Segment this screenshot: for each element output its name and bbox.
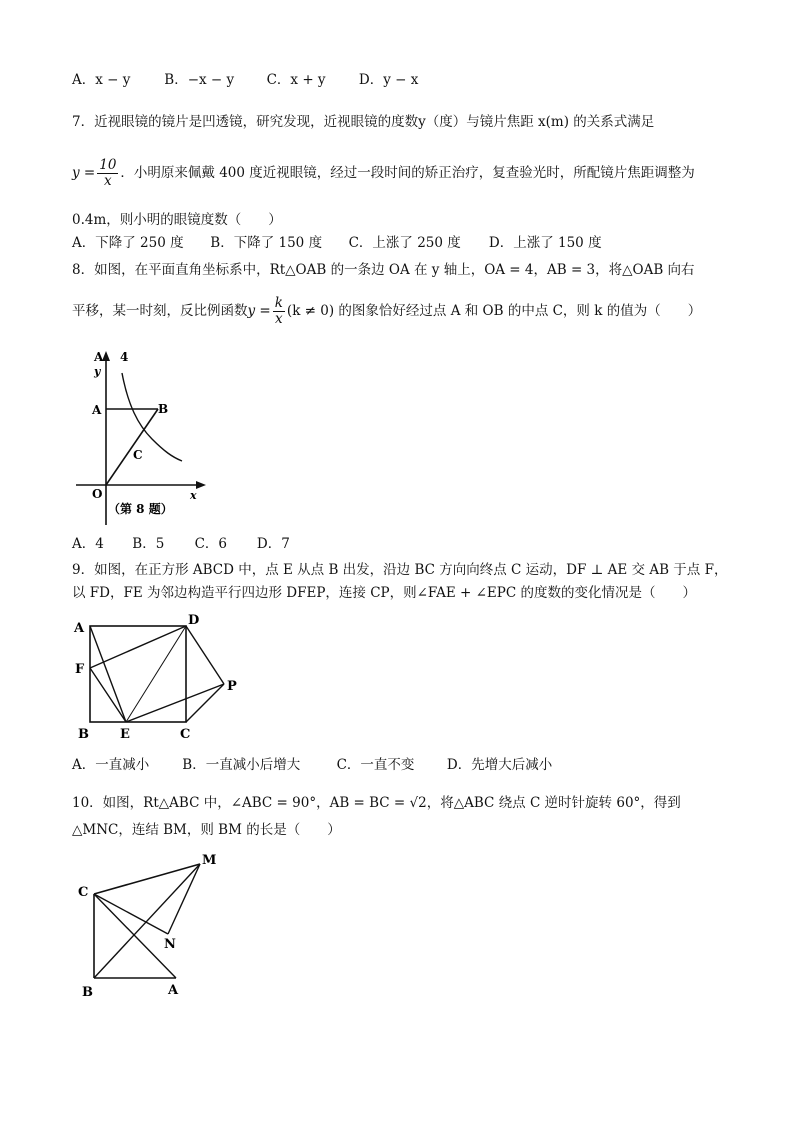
q9-stem-line1: 9．如图，在正方形 ABCD 中，点 E 从点 B 出发，沿边 BC 方向向终点 C 运动，DF ⊥ AE 交 AB 于点 F， — [72, 562, 728, 578]
q8-option-b: B．5 — [132, 536, 165, 552]
q8-stem-line1: 8．如图，在平面直角坐标系中，Rt△OAB 的一条边 OA 在 y 轴上，OA = 4，AB = 3，将△OAB 向右 — [72, 262, 695, 278]
q6-option-d: D．y − x — [358, 72, 419, 88]
q10-segment-bm — [94, 864, 200, 978]
q8-options — [72, 534, 290, 554]
q8-label-c: C — [133, 448, 143, 462]
q9-figure — [72, 610, 252, 750]
q10-label-m: M — [202, 853, 217, 868]
q10-label-c: C — [78, 885, 89, 900]
q9-label-b: B — [78, 727, 89, 742]
q9-option-c: C．一直不变 — [336, 757, 415, 773]
q8-option-d: D．7 — [256, 536, 290, 552]
q9-option-d: D．先增大后减小 — [446, 757, 553, 773]
q8-stem-line2-post: (k ≠ 0) 的图象恰好经过点 A 和 OB 的中点 C，则 k 的值为（ ） — [286, 303, 702, 319]
q9-label-a: A — [74, 621, 85, 636]
q7-option-a: A．下降了 250 度 — [72, 235, 184, 251]
q9-label-c: C — [180, 727, 191, 742]
q9-option-a: A．一直减小 — [72, 757, 150, 773]
q6-option-b: B．−x − y — [164, 72, 235, 88]
q7-option-b: B．下降了 150 度 — [210, 235, 323, 251]
q9-segment-fe — [90, 668, 126, 722]
q7-option-c: C．上涨了 250 度 — [348, 235, 461, 251]
q9-label-f: F — [75, 662, 85, 677]
q10-figure — [72, 848, 242, 1003]
q9-segment-cp — [186, 684, 224, 722]
q8-formula-lhs: y = — [247, 303, 271, 319]
q9-option-b: B．一直减小后增大 — [182, 757, 301, 773]
q8-caption: （第 8 题） — [108, 502, 173, 516]
q10-segment-cn — [94, 894, 168, 934]
q6-options — [72, 70, 418, 90]
q8-x-axis-arrow — [196, 481, 206, 489]
q10-label-a: A — [168, 983, 179, 998]
q9-square-abcd — [90, 626, 186, 722]
q7-formula-lhs: y = — [72, 165, 96, 181]
q7-stem-line2 — [72, 158, 695, 189]
q9-options — [72, 755, 552, 775]
q10-stem-line2: △MNC，连结 BM，则 BM 的长是（ ） — [72, 822, 341, 838]
q8-label-four: 4 — [120, 350, 129, 364]
q8-stem-line2 — [72, 296, 701, 327]
q7-stem-line3: 0.4m，则小明的眼镜度数（ ） — [72, 212, 282, 228]
q9-segment-ae — [90, 626, 126, 722]
q10-segment-cm — [94, 864, 200, 894]
q8-label-b: B — [158, 402, 169, 416]
q6-option-a: A．x − y — [72, 72, 131, 88]
q8-stem-line2-pre: 平移，某一时刻，反比例函数 — [72, 303, 248, 319]
q10-segment-nm — [168, 864, 200, 934]
q7-fraction — [97, 158, 118, 189]
q7-option-d: D．上涨了 150 度 — [488, 235, 602, 251]
q9-stem-line2: 以 FD，FE 为邻边构造平行四边形 DFEP，连接 CP，则∠FAE + ∠EPC 的度数的变化情况是（ ） — [72, 585, 696, 601]
q6-option-c: C．x + y — [266, 72, 326, 88]
q9-segment-ep — [126, 684, 224, 722]
q8-figure — [72, 345, 212, 530]
q9-segment-fd — [90, 626, 186, 668]
q8-segment-ob — [106, 409, 158, 485]
q10-label-b: B — [82, 985, 93, 1000]
q10-label-n: N — [164, 937, 176, 952]
q8-label-x: x — [190, 489, 197, 502]
q8-label-y: y — [94, 365, 101, 378]
q8-label-a: A — [92, 403, 102, 417]
q8-label-a-top: A — [94, 350, 104, 364]
q9-label-d: D — [188, 613, 200, 628]
q8-fraction-denominator: x — [275, 311, 283, 327]
q7-fraction-numerator: 10 — [99, 157, 117, 173]
q8-option-a: A．4 — [72, 536, 104, 552]
q7-options — [72, 233, 602, 253]
q9-label-p: P — [227, 679, 237, 694]
q9-segment-dp — [186, 626, 224, 684]
q8-label-o: O — [92, 487, 103, 501]
q8-fraction — [273, 296, 285, 327]
q7-fraction-denominator: x — [104, 173, 112, 189]
q8-fraction-numerator: k — [274, 295, 283, 311]
q9-segment-ed — [126, 626, 186, 722]
q9-label-e: E — [120, 727, 130, 742]
q10-stem-line1: 10．如图，Rt△ABC 中，∠ABC = 90°，AB = BC = √2，将△ABC 绕点 C 逆时针旋转 60°，得到 — [72, 795, 681, 811]
q8-option-c: C．6 — [194, 536, 228, 552]
q7-stem-line1: 7．近视眼镜的镜片是凹透镜，研究发现，近视眼镜的度数y（度）与镜片焦距 x(m) 的关系式满足 — [72, 114, 655, 130]
q7-stem-line2-text: ．小明原来佩戴 400 度近视眼镜，经过一段时间的矫正治疗，复查验光时，所配镜片焦距调整为 — [120, 165, 695, 181]
